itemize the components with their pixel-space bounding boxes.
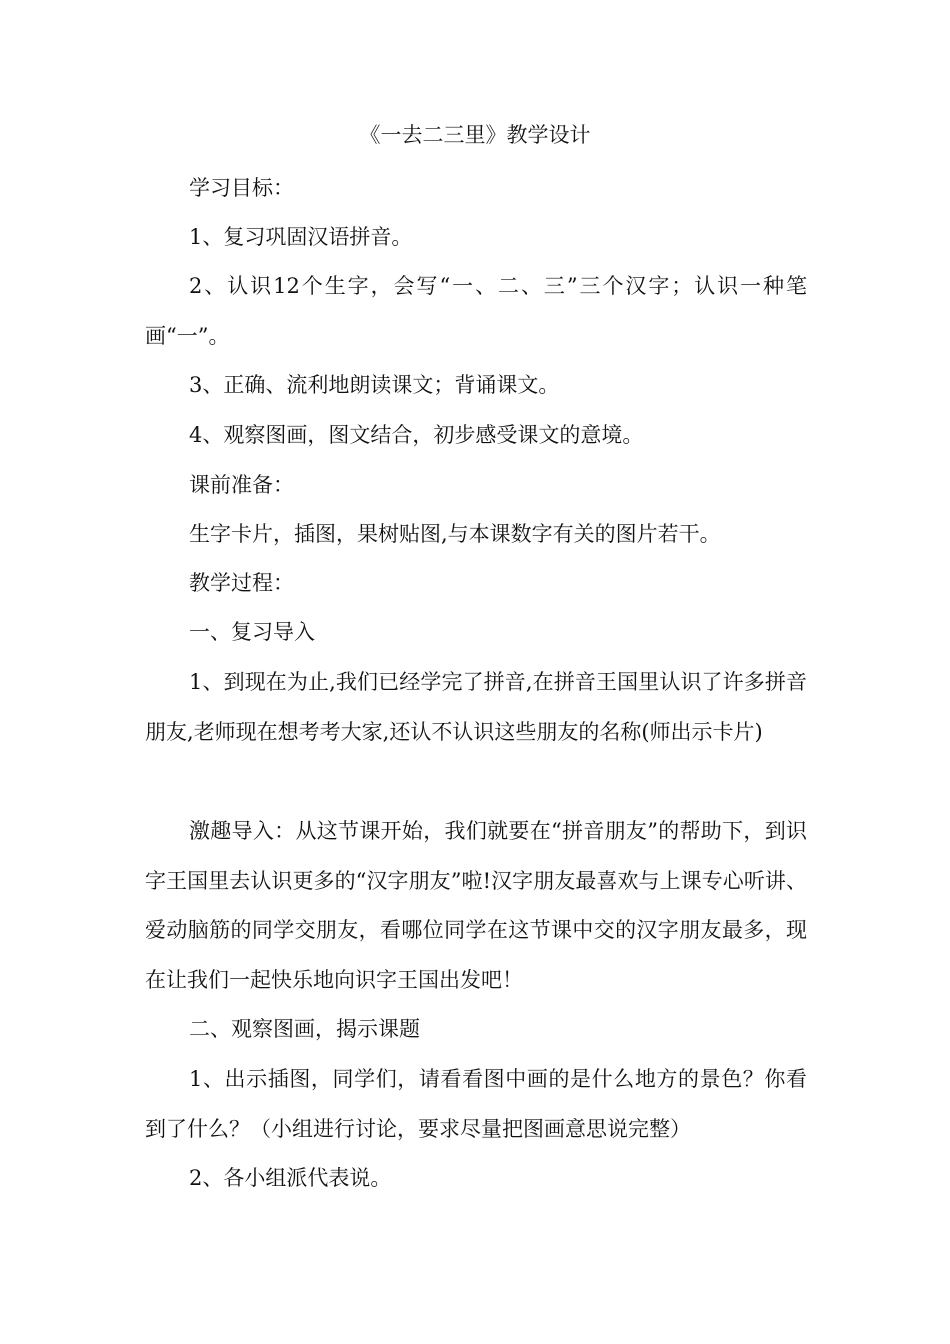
motivation-intro: 激趣导入：从这节课开始，我们就要在“拼音朋友”的帮助下，到识字王国里去认识更多的“汉字朋友”啦!汉字朋友最喜欢与上课专心听讲、爱动脑筋的同学交朋友，看哪位同学在这节课中交的汉字朋友最多，现在让我们一起快乐地向识字王国出发吧！ [145, 819, 807, 992]
heading-learning-objectives: 学习目标： [189, 176, 294, 200]
objective-item-3: 3、正确、流利地朗读课文；背诵课文。 [189, 373, 560, 397]
observe-step-2: 2、各小组派代表说。 [189, 1166, 392, 1190]
review-step-1: 1、到现在为止,我们已经学完了拼音,在拼音王国里认识了许多拼音朋友,老师现在想考考大家,还认不认识这些朋友的名称(师出示卡片) [145, 670, 807, 744]
objective-item-1: 1、复习巩固汉语拼音。 [189, 225, 413, 249]
section-heading-observe: 二、观察图画，揭示课题 [189, 1017, 420, 1041]
objective-item-4: 4、观察图画，图文结合，初步感受课文的意境。 [189, 423, 644, 447]
heading-preparation: 课前准备： [189, 473, 294, 497]
preparation-text: 生字卡片，插图，果树贴图,与本课数字有关的图片若干。 [189, 522, 721, 546]
heading-teaching-process: 教学过程： [189, 571, 294, 595]
section-heading-review: 一、复习导入 [189, 620, 315, 644]
objective-item-2: 2、认识12个生字，会写“一、二、三”三个汉字；认识一种笔画“一”。 [145, 274, 807, 348]
observe-step-1: 1、出示插图，同学们，请看看图中画的是什么地方的景色？你看到了什么？（小组进行讨论，要求尽量把图画意思说完整） [145, 1067, 807, 1141]
document-title: 《一去二三里》教学设计 [359, 123, 591, 147]
